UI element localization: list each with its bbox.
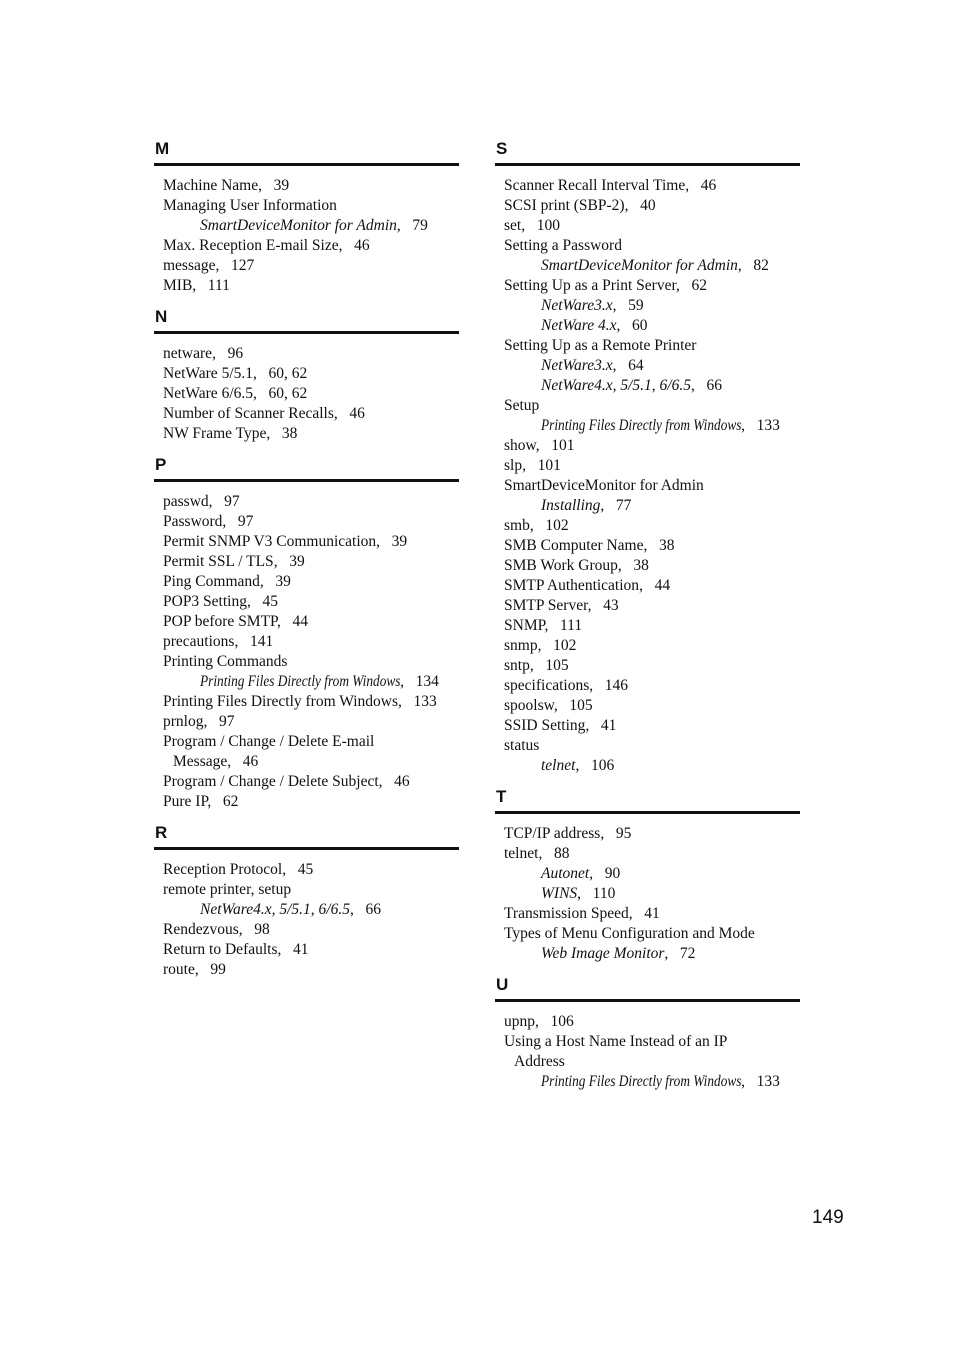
index-term: Number of Scanner Recalls <box>163 405 334 422</box>
index-page-ref: 62 <box>691 277 708 294</box>
index-page-ref: 82 <box>753 257 769 274</box>
index-term: SMTP Server <box>504 597 588 614</box>
index-page-ref: 60 <box>631 317 648 334</box>
section-letter-heading: N <box>155 307 168 326</box>
index-subentry: SmartDeviceMonitor for Admin, 82 <box>541 257 769 274</box>
index-entry-list <box>154 344 459 444</box>
index-entry: Setting Up as a Print Server, 62 <box>504 277 708 294</box>
index-page-ref: 96 <box>227 345 244 362</box>
section-letter-heading: M <box>155 139 170 158</box>
index-term: Web Image Monitor <box>541 945 665 962</box>
index-entry: SMB Work Group, 38 <box>504 557 649 574</box>
index-term: prnlog <box>163 713 204 730</box>
index-term: Ping Command <box>163 573 260 590</box>
index-term: NetWare 6/6.5 <box>163 385 253 402</box>
index-entry: netware, 96 <box>163 345 244 362</box>
index-term: SMTP Authentication <box>504 577 640 594</box>
index-entry: Rendezvous, 98 <box>163 921 270 938</box>
index-term: telnet <box>504 845 539 862</box>
index-page-ref: 111 <box>560 617 583 634</box>
index-page-ref: 141 <box>249 633 274 650</box>
index-page-ref: 60, 62 <box>268 385 308 402</box>
page-number: 149 <box>812 1207 844 1228</box>
index-entry <box>504 924 800 944</box>
index-subentry: SmartDeviceMonitor for Admin, 79 <box>200 217 428 234</box>
index-page-ref: 66 <box>365 901 381 918</box>
index-term: smb <box>504 517 530 534</box>
index-entry <box>504 236 800 256</box>
index-term: TCP/IP address <box>504 825 601 842</box>
index-term: Printing Files Directly from Windows <box>200 673 401 690</box>
index-entry: sntp, 105 <box>504 657 569 674</box>
index-entry: Permit SSL / TLS, 39 <box>163 553 305 570</box>
index-page-ref: 88 <box>553 845 570 862</box>
index-term: Setting Up as a Remote Printer <box>504 337 697 354</box>
index-entry: Scanner Recall Interval Time, 46 <box>504 177 717 194</box>
index-entry: prnlog, 97 <box>163 713 235 730</box>
index-page-ref: 133 <box>413 693 437 710</box>
index-page-ref: 38 <box>281 425 298 442</box>
index-page-ref: 105 <box>545 657 569 674</box>
section-letter-heading: R <box>155 823 168 842</box>
index-term: Types of Menu Configuration and Mode <box>504 925 755 942</box>
index-entry: smb, 102 <box>504 517 569 534</box>
section-divider <box>495 163 800 166</box>
index-term: SMB Computer Name <box>504 537 644 554</box>
index-term: Message <box>173 753 228 770</box>
index-subentry: NetWare4.x, 5/5.1, 6/6.5, 66 <box>541 377 722 394</box>
index-subentry: Autonet, 90 <box>541 865 621 882</box>
index-term: set <box>504 217 522 234</box>
index-entry: Printing Files Directly from Windows, 133 <box>163 693 437 710</box>
index-page-ref: 45 <box>262 593 278 610</box>
index-entry: SCSI print (SBP-2), 40 <box>504 197 656 214</box>
index-entry-list <box>154 492 459 812</box>
index-entry: Password, 97 <box>163 513 254 530</box>
index-section-t <box>495 786 800 964</box>
index-term: Managing User Information <box>163 197 337 214</box>
index-entry-list <box>154 860 459 980</box>
index-subentry: Installing, 77 <box>541 497 632 514</box>
index-entry: spoolsw, 105 <box>504 697 593 714</box>
index-entry: SNMP, 111 <box>504 617 583 634</box>
index-page-ref: 106 <box>550 1013 574 1030</box>
index-term: NetWare3.x <box>541 357 613 374</box>
index-page-ref: 39 <box>289 553 305 570</box>
index-page-ref: 133 <box>756 417 780 434</box>
index-entry: SSID Setting, 41 <box>504 717 617 734</box>
section-divider <box>154 331 459 334</box>
index-term: route <box>163 961 195 978</box>
index-entry <box>504 476 800 496</box>
index-entry: message, 127 <box>163 257 255 274</box>
index-term: Printing Files Directly from Windows <box>163 693 399 710</box>
index-term: Transmission Speed <box>504 905 629 922</box>
index-entry: Program / Change / Delete Subject, 46 <box>163 773 410 790</box>
index-entry <box>504 736 800 756</box>
index-page-ref: 95 <box>615 825 632 842</box>
index-term: Return to Defaults <box>163 941 278 958</box>
index-term: show <box>504 437 536 454</box>
index-term: WINS <box>541 885 578 902</box>
index-subentry: NetWare3.x, 64 <box>541 357 644 374</box>
index-page-ref: 111 <box>207 277 230 294</box>
index-term: MIB <box>163 277 193 294</box>
index-page-ref: 41 <box>600 717 617 734</box>
index-entry: set, 100 <box>504 217 560 234</box>
index-term: Address <box>514 1053 565 1070</box>
index-entry: POP before SMTP, 44 <box>163 613 308 630</box>
index-entry: slp, 101 <box>504 457 561 474</box>
index-column-left <box>154 138 459 980</box>
index-entry: Number of Scanner Recalls, 46 <box>163 405 365 422</box>
index-term: status <box>504 737 540 754</box>
index-page-ref: 40 <box>640 197 656 214</box>
section-divider <box>154 479 459 482</box>
index-page-ref: 59 <box>628 297 644 314</box>
index-entry: Reception Protocol, 45 <box>163 861 314 878</box>
index-page-ref: 97 <box>237 513 254 530</box>
index-page-ref: 46 <box>700 177 717 194</box>
index-entry: specifications, 146 <box>504 677 628 694</box>
index-entry <box>163 880 459 900</box>
index-entry: SMB Computer Name, 38 <box>504 537 675 554</box>
index-subentry: WINS, 110 <box>541 885 616 902</box>
index-entry-list <box>495 1012 800 1092</box>
index-entry: precautions, 141 <box>163 633 274 650</box>
index-term: spoolsw <box>504 697 554 714</box>
index-page-ref: 127 <box>231 257 255 274</box>
index-term: Password <box>163 513 223 530</box>
index-entry <box>504 1052 800 1072</box>
index-page-ref: 98 <box>254 921 270 938</box>
section-divider <box>495 999 800 1002</box>
index-page-ref: 38 <box>633 557 649 574</box>
index-term: NetWare4.x, 5/5.1, 6/6.5 <box>200 901 350 918</box>
index-page-ref: 105 <box>569 697 593 714</box>
index-entry: TCP/IP address, 95 <box>504 825 632 842</box>
index-page-ref: 99 <box>210 961 226 978</box>
index-term: netware <box>163 345 213 362</box>
index-term: Using a Host Name Instead of an IP <box>504 1033 728 1050</box>
index-entry: route, 99 <box>163 961 226 978</box>
index-term: NetWare3.x <box>541 297 613 314</box>
index-entry <box>504 1032 800 1052</box>
index-term: Rendezvous <box>163 921 239 938</box>
index-subentry: telnet, 106 <box>541 757 615 774</box>
index-term: Scanner Recall Interval Time <box>504 177 686 194</box>
index-subentry: NetWare 4.x, 60 <box>541 317 648 334</box>
index-term: message <box>163 257 216 274</box>
index-entry <box>163 732 459 752</box>
index-entry: Transmission Speed, 41 <box>504 905 660 922</box>
index-page-ref: 46 <box>242 753 259 770</box>
index-term: SNMP <box>504 617 545 634</box>
index-entry: NetWare 5/5.1, 60, 62 <box>163 365 308 382</box>
index-entry: Pure IP, 62 <box>163 793 239 810</box>
index-page-ref: 39 <box>273 177 290 194</box>
index-page-ref: 38 <box>659 537 675 554</box>
index-term: specifications <box>504 677 590 694</box>
index-page-ref: 44 <box>654 577 671 594</box>
index-page-ref: 102 <box>545 517 569 534</box>
index-section-n <box>154 306 459 444</box>
index-page-ref: 106 <box>590 757 615 774</box>
index-entry <box>163 196 459 216</box>
index-term: Permit SNMP V3 Communication <box>163 533 377 550</box>
index-term: NetWare4.x, 5/5.1, 6/6.5 <box>541 377 691 394</box>
index-page-ref: 43 <box>603 597 619 614</box>
index-term: SCSI print (SBP-2) <box>504 197 625 214</box>
index-page-ref: 101 <box>537 457 561 474</box>
index-entry: MIB, 111 <box>163 277 230 294</box>
section-letter-heading: T <box>496 787 507 806</box>
index-term: passwd <box>163 493 209 510</box>
index-term: SMB Work Group <box>504 557 618 574</box>
index-entry: Permit SNMP V3 Communication, 39 <box>163 533 408 550</box>
index-page-ref: 39 <box>391 533 408 550</box>
index-term: Printing Commands <box>163 653 288 670</box>
index-term: Autonet <box>541 865 590 882</box>
index-term: NetWare 4.x <box>541 317 617 334</box>
index-term: upnp <box>504 1013 535 1030</box>
index-page-ref: 110 <box>592 885 616 902</box>
index-subentry: NetWare4.x, 5/5.1, 6/6.5, 66 <box>200 901 381 918</box>
index-term: Machine Name <box>163 177 259 194</box>
index-term: SmartDeviceMonitor for Admin <box>200 217 397 234</box>
index-entry-list <box>495 176 800 776</box>
index-term: Max. Reception E-mail Size <box>163 237 339 254</box>
index-page-ref: 146 <box>604 677 628 694</box>
section-divider <box>495 811 800 814</box>
index-subentry: NetWare3.x, 59 <box>541 297 644 314</box>
index-page-ref: 77 <box>615 497 632 514</box>
index-term: SmartDeviceMonitor for Admin <box>541 257 738 274</box>
index-entry: SMTP Authentication, 44 <box>504 577 671 594</box>
index-term: Pure IP <box>163 793 208 810</box>
index-section-m <box>154 138 459 296</box>
index-page-ref: 62 <box>222 793 239 810</box>
index-entry: snmp, 102 <box>504 637 577 654</box>
index-subentry: Printing Files Directly from Windows, 134 <box>200 673 439 690</box>
index-term: NW Frame Type <box>163 425 267 442</box>
index-subentry: Printing Files Directly from Windows, 133 <box>541 1073 780 1090</box>
index-entry <box>504 396 800 416</box>
section-letter-heading: P <box>155 455 167 474</box>
index-section-u <box>495 974 800 1092</box>
index-term: Setting a Password <box>504 237 622 254</box>
index-page-ref: 133 <box>756 1073 780 1090</box>
index-entry: Message, 46 <box>173 753 259 770</box>
index-page-ref: 97 <box>218 713 235 730</box>
index-entry-list <box>495 824 800 964</box>
index-section-p <box>154 454 459 812</box>
index-page-ref: 44 <box>292 613 308 630</box>
index-entry <box>163 652 459 672</box>
index-term: Program / Change / Delete E-mail <box>163 733 375 750</box>
index-page-ref: 60, 62 <box>268 365 308 382</box>
index-entry: Max. Reception E-mail Size, 46 <box>163 237 370 254</box>
index-entry: passwd, 97 <box>163 493 240 510</box>
index-term: telnet <box>541 757 576 774</box>
section-divider <box>154 163 459 166</box>
index-entry-list <box>154 176 459 296</box>
index-entry: NW Frame Type, 38 <box>163 425 298 442</box>
index-page-ref: 45 <box>297 861 314 878</box>
index-page-ref: 39 <box>275 573 291 590</box>
index-term: Setup <box>504 397 540 414</box>
index-page-ref: 97 <box>224 493 240 510</box>
index-entry: SMTP Server, 43 <box>504 597 619 614</box>
index-page-ref: 46 <box>349 405 365 422</box>
index-page-ref: 41 <box>644 905 660 922</box>
section-divider <box>154 847 459 850</box>
index-subentry: Web Image Monitor, 72 <box>541 945 696 962</box>
index-term: precautions <box>163 633 235 650</box>
index-entry: telnet, 88 <box>504 845 570 862</box>
index-page-ref: 134 <box>415 673 439 690</box>
index-entry: upnp, 106 <box>504 1013 574 1030</box>
index-entry: Machine Name, 39 <box>163 177 290 194</box>
index-term: Printing Files Directly from Windows <box>541 1073 742 1090</box>
index-term: Installing <box>541 497 601 514</box>
index-entry: Return to Defaults, 41 <box>163 941 309 958</box>
index-term: Permit SSL / TLS <box>163 553 274 570</box>
index-term: Printing Files Directly from Windows <box>541 417 742 434</box>
index-column-right <box>495 138 800 1092</box>
section-letter-heading: S <box>496 139 508 158</box>
index-term: POP3 Setting <box>163 593 247 610</box>
index-entry: POP3 Setting, 45 <box>163 593 278 610</box>
index-term: POP before SMTP <box>163 613 277 630</box>
index-term: NetWare 5/5.1 <box>163 365 253 382</box>
section-letter-heading: U <box>496 975 509 994</box>
index-page-ref: 101 <box>551 437 575 454</box>
index-entry: Ping Command, 39 <box>163 573 291 590</box>
index-term: sntp <box>504 657 530 674</box>
index-term: snmp <box>504 637 538 654</box>
index-term: Program / Change / Delete Subject <box>163 773 379 790</box>
index-section-r <box>154 822 459 980</box>
index-term: SmartDeviceMonitor for Admin <box>504 477 704 494</box>
index-page-ref: 46 <box>354 237 370 254</box>
index-page-ref: 100 <box>536 217 560 234</box>
index-page-ref: 102 <box>553 637 577 654</box>
index-page-ref: 41 <box>293 941 309 958</box>
index-term: Reception Protocol <box>163 861 283 878</box>
index-term: Setting Up as a Print Server <box>504 277 677 294</box>
index-entry <box>504 336 800 356</box>
index-page-ref: 66 <box>706 377 722 394</box>
index-entry: NetWare 6/6.5, 60, 62 <box>163 385 308 402</box>
index-term: slp <box>504 457 523 474</box>
index-term: SSID Setting <box>504 717 586 734</box>
index-page-ref: 64 <box>628 357 644 374</box>
index-page-ref: 79 <box>412 217 428 234</box>
index-subentry: Printing Files Directly from Windows, 133 <box>541 417 780 434</box>
index-term: remote printer, setup <box>163 881 292 898</box>
index-page-ref: 46 <box>394 773 410 790</box>
index-page-ref: 72 <box>679 945 696 962</box>
index-entry: show, 101 <box>504 437 575 454</box>
index-page-ref: 90 <box>604 865 621 882</box>
index-section-s <box>495 138 800 776</box>
